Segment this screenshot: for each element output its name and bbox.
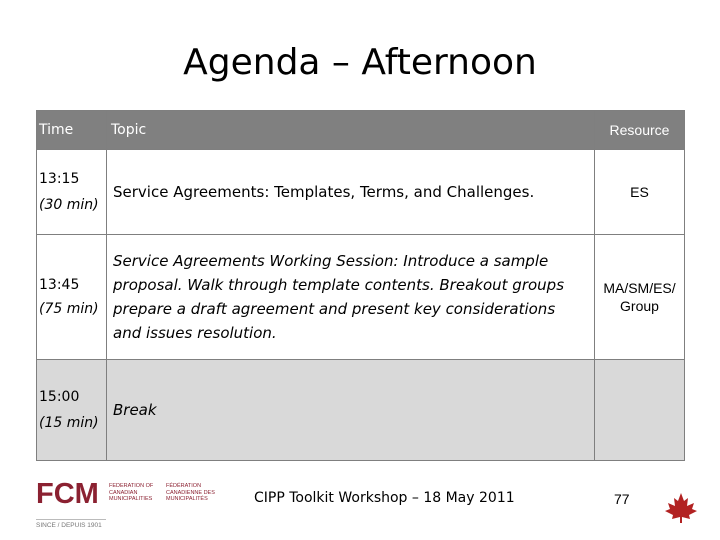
row-resource: MA/SM/ES/ Group	[595, 235, 685, 360]
row-duration: (15 min)	[39, 415, 99, 431]
header-resource: Resource	[595, 111, 685, 150]
fcm-logo	[36, 478, 215, 511]
org-name-en: FEDERATION OF CANADIAN MUNICIPALITIES	[109, 483, 154, 502]
row-time-cell	[37, 360, 107, 461]
row-resource: ES	[595, 150, 685, 235]
table-header-row	[37, 111, 685, 150]
row-topic: Service Agreements: Templates, Terms, and Challenges.	[107, 150, 595, 235]
table-row	[37, 360, 685, 461]
table-row	[37, 150, 685, 235]
header-time: Time	[37, 111, 107, 150]
row-resource	[595, 360, 685, 461]
page-number: 77	[614, 491, 630, 507]
row-time: 13:45	[39, 277, 80, 293]
maple-leaf-icon	[664, 492, 698, 524]
agenda-table	[36, 110, 685, 461]
row-time-cell	[37, 235, 107, 360]
footer-event: CIPP Toolkit Workshop – 18 May 2011	[254, 490, 515, 506]
row-time: 13:15	[39, 171, 80, 187]
since-text: SINCE / DEPUIS 1901	[36, 519, 106, 529]
fcm-logo-text: FCM	[36, 478, 99, 510]
table-row	[37, 235, 685, 360]
row-duration: (30 min)	[39, 197, 99, 213]
header-topic: Topic	[107, 111, 595, 150]
row-time: 15:00	[39, 389, 80, 405]
row-topic: Break	[107, 360, 595, 461]
slide-title: Agenda – Afternoon	[183, 42, 537, 83]
row-topic: Service Agreements Working Session: Introduce a sample proposal. Walk through template contents. Breakout groups prepare a draft agreement and present key considerations and issues resolution.	[107, 235, 595, 360]
row-time-cell	[37, 150, 107, 235]
row-duration: (75 min)	[39, 301, 99, 317]
org-name-fr: FÉDÉRATION CANADIENNE DES MUNICIPALITÉS	[166, 483, 215, 502]
